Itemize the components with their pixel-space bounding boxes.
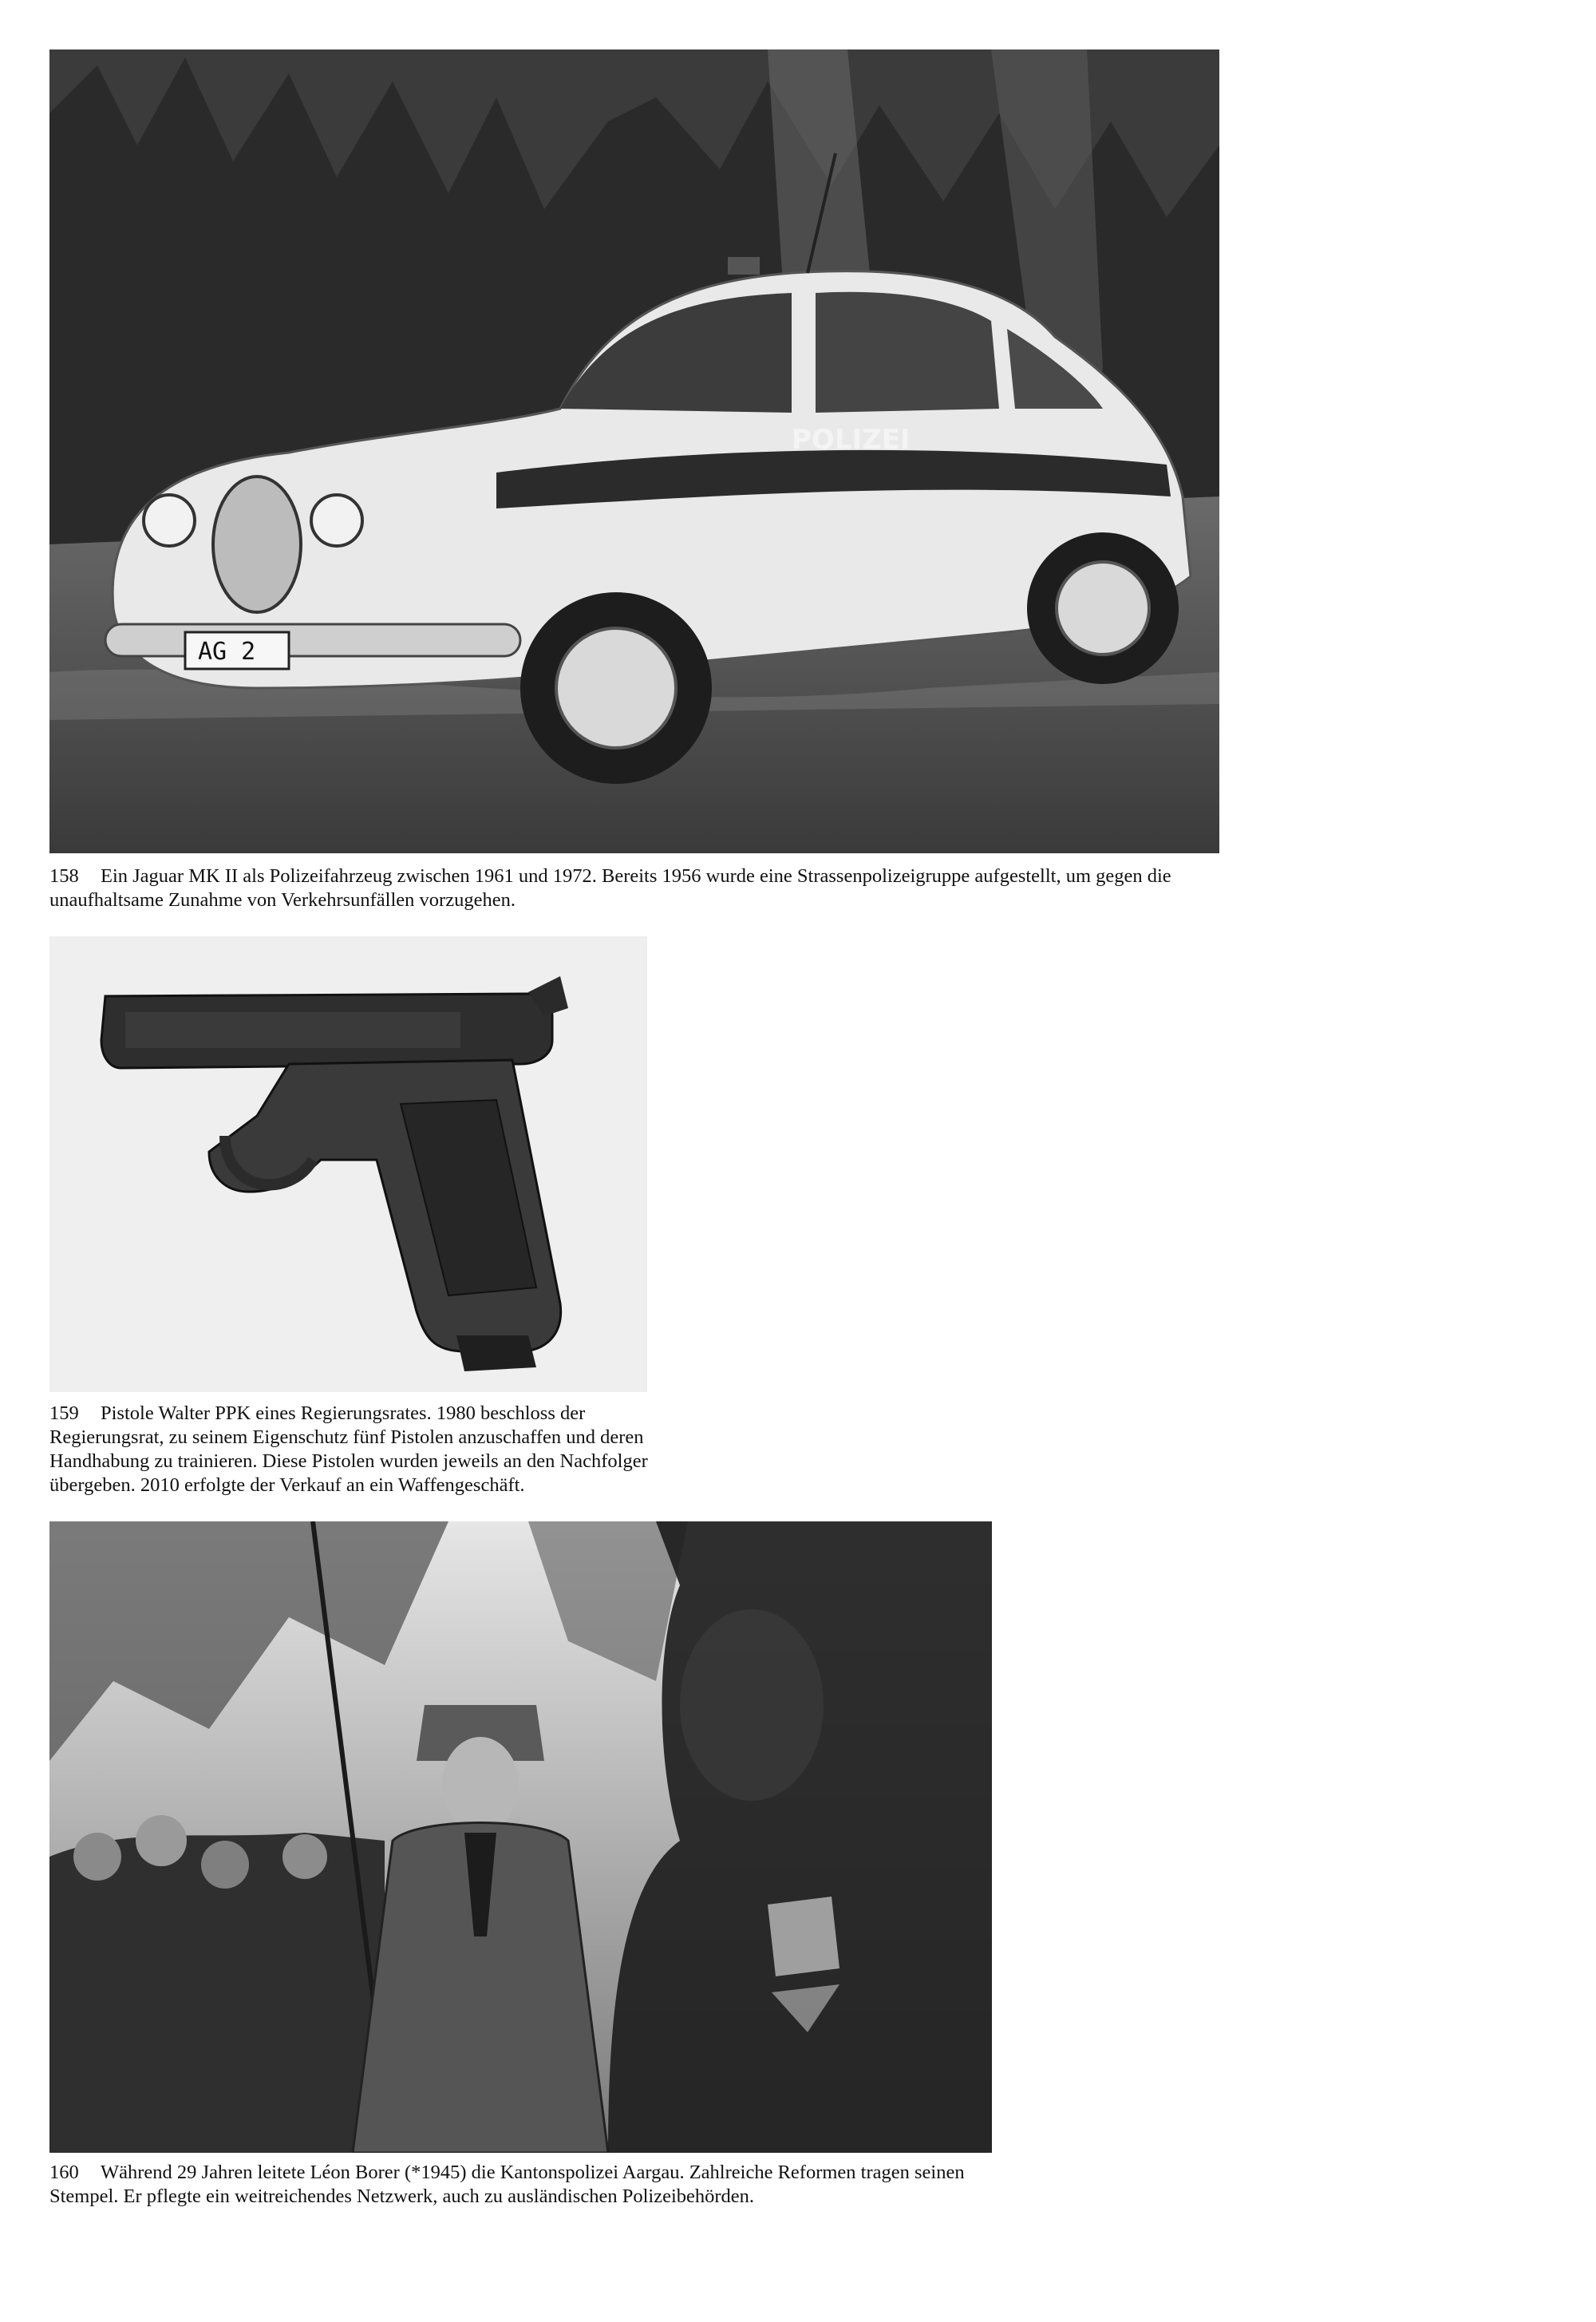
photo-police-commander-ceremony	[49, 1521, 992, 2153]
jaguar-illustration	[49, 49, 1219, 853]
figure-number: 160	[49, 2162, 79, 2183]
caption-159	[49, 1402, 656, 1497]
photo-jaguar-police-car	[49, 49, 1219, 853]
caption-text: Pistole Walter PPK eines Regierungsrates. 1980 beschloss der Regierungsrat, zu seinem Eigenschutz fünf Pistolen anzuschaffen und deren Handhabung zu trainieren. Diese Pistolen wurden jeweils an den Nachfolger übergeben. 2010 erfolgte der Verkauf an ein Waffengeschäft.	[49, 1402, 648, 1496]
license-plate: AG 2	[198, 638, 256, 666]
door-lettering: POLIZEI	[792, 424, 911, 456]
figure-number: 158	[49, 865, 79, 887]
caption-160	[49, 2161, 995, 2209]
photo-walther-ppk-pistol	[49, 936, 647, 1392]
pistol-illustration	[49, 936, 647, 1392]
caption-text: Während 29 Jahren leitete Léon Borer (*1945) die Kantonspolizei Aargau. Zahlreiche Reformen tragen seinen Stempel. Er pflegte ein weitreichendes Netzwerk, auch zu ausländischen Polizeibehörden.	[49, 2162, 965, 2207]
figure-number: 159	[49, 1402, 79, 1424]
caption-158	[49, 864, 1219, 912]
ceremony-illustration	[49, 1521, 992, 2153]
caption-text: Ein Jaguar MK II als Polizeifahrzeug zwischen 1961 und 1972. Bereits 1956 wurde eine Strassenpolizeigruppe aufgestellt, um gegen die unaufhaltsame Zunahme von Verkehrsunfällen vorzugehen.	[49, 865, 1171, 911]
